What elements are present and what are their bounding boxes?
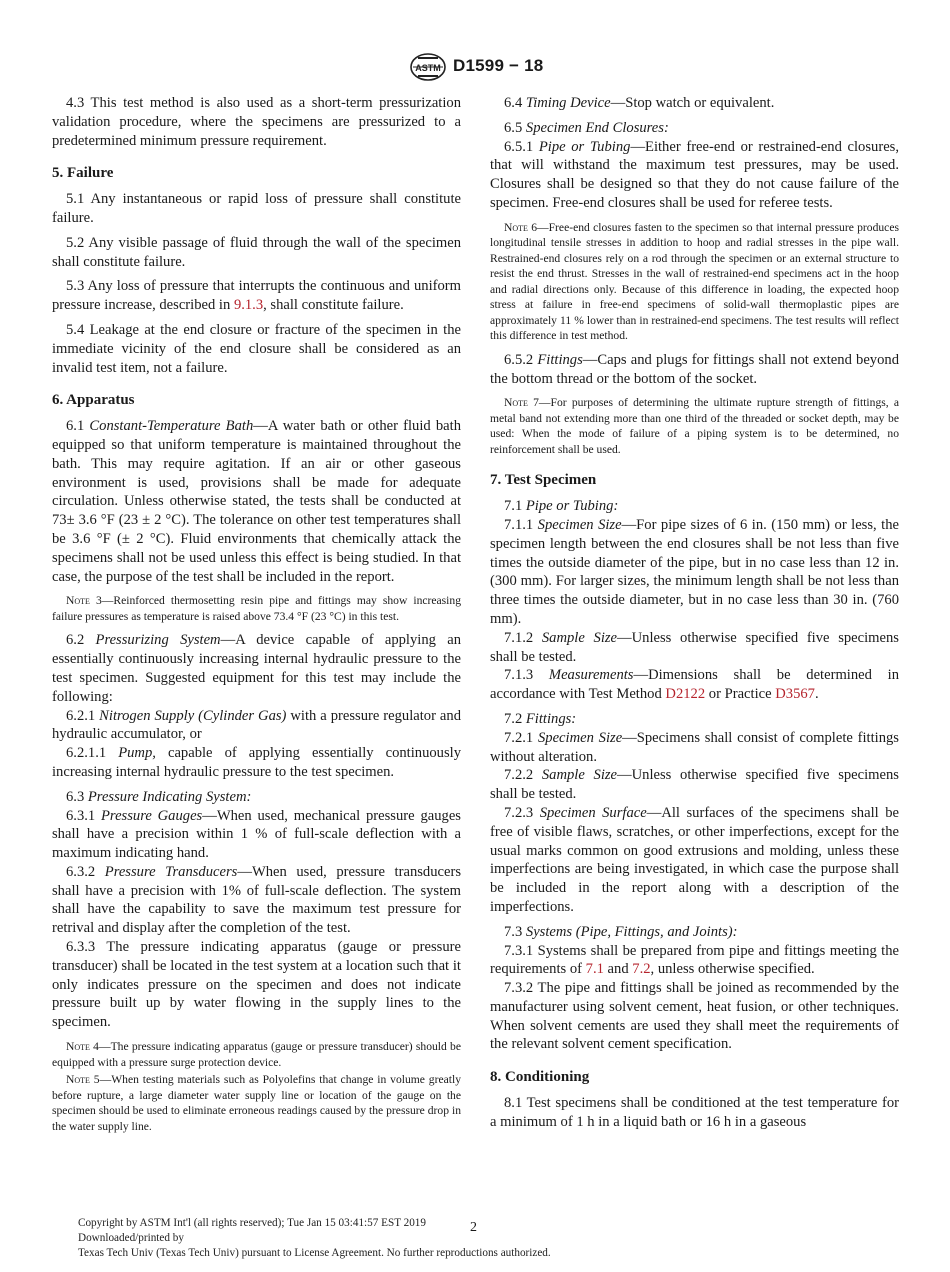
- para-5-2: 5.2 Any visible passage of fluid through the wall of the specimen shall constitute failure.: [52, 234, 461, 270]
- section-heading-test-specimen: 7. Test Specimen: [490, 472, 597, 489]
- para-7-2-3: 7.2.3 Specimen Surface—All surfaces of the specimens shall be free of visible flaws, scratches, or other imperfections, except for the usual marks common on good extrusions and molding, unless these imperfections are being investigated, in which case the purpose shall be included in the report along with a description of the imperfections.: [490, 804, 899, 915]
- para-7-1-1: 7.1.1 Specimen Size—For pipe sizes of 6 in. (150 mm) or less, the specimen length between the end closures shall be not less than five times the outside diameter of the pipe, but in no case less than 12 in. (300 mm). For larger sizes, the minimum length shall be not less than three times the outside diameter, but in no case less than 30 in. (760 mm).: [490, 516, 899, 627]
- para-7-1: 7.1 Pipe or Tubing:: [504, 498, 619, 515]
- para-5-1: 5.1 Any instantaneous or rapid loss of pressure shall constitute failure.: [52, 191, 461, 226]
- document-number: D1599 − 18: [453, 56, 544, 75]
- para-5-4: 5.4 Leakage at the end closure or fracture of the specimen in the immediate vicinity of the end closure shall be considered as an invalid test item, not a failure.: [52, 321, 461, 376]
- section-heading-conditioning: 8. Conditioning: [490, 1069, 590, 1086]
- para-7-1-3: 7.1.3 Measurements—Dimensions shall be determined in accordance with Test Method D2122 or Practice D3567.: [490, 667, 899, 703]
- note-7: Note 7—For purposes of determining the ultimate rupture strength of fittings, a metal band not extending more than one third of the threaded or socket depth, may be used: When the mode of failure of a piping system is to be determined, no reinforcement shall be used.: [490, 396, 899, 456]
- page-footer: [78, 1216, 898, 1261]
- footer-downloaded: Downloaded/printed by: [78, 1232, 184, 1244]
- para-6-3-1: 6.3.1 Pressure Gauges—When used, mechanical pressure gauges shall have a precision within 1 % of full-scale deflection with a maximum indicating hand.: [52, 807, 461, 862]
- link-7-1[interactable]: 7.1: [585, 961, 604, 978]
- section-heading-failure: 5. Failure: [52, 165, 114, 182]
- para-6-3-3: 6.3.3 The pressure indicating apparatus (gauge or pressure transducer) shall be located in the test system at a location such that it only indicates pressure on the specimen and does not indicate pressure built up by water flowing in the supply lines to the specimen.: [52, 939, 461, 1031]
- para-6-5-2: 6.5.2 Fittings—Caps and plugs for fittings shall not extend beyond the bottom thread or the bottom of the socket.: [490, 351, 899, 387]
- para-7-2-2: 7.2.2 Sample Size—Unless otherwise specified five specimens shall be tested.: [490, 767, 899, 803]
- para-5-3: 5.3 Any loss of pressure that interrupts the continuous and uniform pressure increase, described in 9.1.3, shall constitute failure.: [52, 278, 461, 314]
- para-6-4: 6.4 Timing Device—Stop watch or equivalent.: [504, 95, 775, 111]
- para-6-2: 6.2 Pressurizing System—A device capable of applying an essentially continuously increasing internal hydraulic pressure to the test specimen. Suggested equipment for this test may include the following:: [52, 632, 461, 705]
- para-7-2-1: 7.2.1 Specimen Size—Specimens shall consist of complete fittings without alteration.: [490, 729, 899, 765]
- right-column: [490, 94, 899, 1138]
- para-4-3: 4.3 This test method is also used as a short-term pressurization validation procedure, where the specimens are pressurized to a predetermined minimum pressure requirement.: [52, 95, 461, 149]
- para-7-2: 7.2 Fittings:: [504, 710, 577, 727]
- para-8-1: 8.1 Test specimens shall be conditioned at the test temperature for a minimum of 1 h in a liquid bath or 16 h in a gaseous: [490, 1095, 899, 1130]
- astm-logo-icon: [409, 52, 447, 82]
- note-3: Note 3—Reinforced thermosetting resin pipe and fittings may show increasing failure pressures as temperature is raised above 73.4 °F (23 °C) in this test.: [52, 594, 461, 623]
- note-4: Note 4—The pressure indicating apparatus (gauge or pressure transducer) should be equipped with a pressure surge protection device.: [52, 1040, 461, 1069]
- page-header: [0, 52, 950, 86]
- para-6-5-1: 6.5.1 Pipe or Tubing—Either free-end or restrained-end closures, that will withstand the maximum test pressures, may be used. Closures shall be designed so that they do not cause failure of the specimen. Free-end closures shall be used for referee tests.: [490, 138, 899, 211]
- para-6-3: 6.3 Pressure Indicating System:: [66, 788, 252, 805]
- link-9-1-3[interactable]: 9.1.3: [233, 297, 264, 314]
- para-6-5: 6.5 Specimen End Closures:: [504, 119, 669, 136]
- para-7-3-1: 7.3.1 Systems shall be prepared from pipe and fittings meeting the requirements of 7.1 and 7.2, unless otherwise specified.: [490, 942, 899, 978]
- para-7-3: 7.3 Systems (Pipe, Fittings, and Joints):: [504, 923, 738, 940]
- para-6-3-2: 6.3.2 Pressure Transducers—When used, pressure transducers shall have a precision with 1% of full-scale deflection. The system shall have the capability to save the maximum test pressure for retrival and display after the completion of the test.: [52, 863, 462, 937]
- note-6: Note 6—Free-end closures fasten to the specimen so that internal pressure produces longitudinal tensile stresses in addition to hoop and radial stresses in the pipe wall. Restrained-end closures rely on a rod through the specimen or an external structure to resist the end thrust. Stresses in the wall of restrained-end specimens act in the hoop and radial directions only. Because of this difference in loading, the expected hoop stress at failure in free-end specimens of solid-wall thermoplastic pipes are approximately 11 % lower than in restrained-end specimens. The test results will reflect this difference in test method.: [490, 220, 899, 343]
- note-5: Note 5—When testing materials such as Polyolefins that change in volume greatly before rupture, a large diameter water supply line or location of the gauge on the specimen should be used to eliminate erroneous readings caused by the pressure drop in the water supply line.: [52, 1073, 461, 1133]
- left-column: [52, 94, 461, 1141]
- para-6-1: 6.1 Constant-Temperature Bath—A water bath or other fluid bath equipped so that uniform temperature is maintained throughout the bath. This may require agitation. If an air or other gaseous environment is used, provisions shall be made for adequate circulation. Unless otherwise stated, the tests shall be conducted at 73± 3.6 °F (23 ± 2 °C). The tolerance on other test temperatures shall be 3.6 °F (± 2 °C). Fluid environments that chemically attack the specimens shall not be used unless this effect is being studied. In that case, the purpose of the test shall be included in the report.: [52, 418, 461, 585]
- link-d3567[interactable]: D3567: [775, 686, 815, 703]
- footer-copyright: Copyright by ASTM Int'l (all rights reserved); Tue Jan 15 03:41:57 EST 2019: [78, 1217, 426, 1229]
- section-heading-apparatus: 6. Apparatus: [52, 392, 135, 409]
- link-7-2[interactable]: 7.2: [632, 961, 651, 978]
- page-number: 2: [470, 1220, 477, 1235]
- logo-text: ASTM: [415, 63, 441, 73]
- para-6-2-1-1: 6.2.1.1 Pump, capable of applying essentially continuously increasing internal hydraulic pressure to the test specimen.: [52, 745, 462, 780]
- para-7-1-2: 7.1.2 Sample Size—Unless otherwise specified five specimens shall be tested.: [490, 629, 899, 665]
- para-6-2-1: 6.2.1 Nitrogen Supply (Cylinder Gas) with a pressure regulator and hydraulic accumulator, or: [52, 707, 461, 743]
- footer-license: Texas Tech Univ (Texas Tech Univ) pursuant to License Agreement. No further reproductions authorized.: [78, 1247, 551, 1259]
- para-7-3-2: 7.3.2 The pipe and fittings shall be joined as recommended by the manufacturer using solvent cement, heat fusion, or other techniques. When solvent cements are used they shall meet the requirements of the relevant solvent cement specification.: [490, 980, 899, 1053]
- link-d2122[interactable]: D2122: [665, 686, 706, 703]
